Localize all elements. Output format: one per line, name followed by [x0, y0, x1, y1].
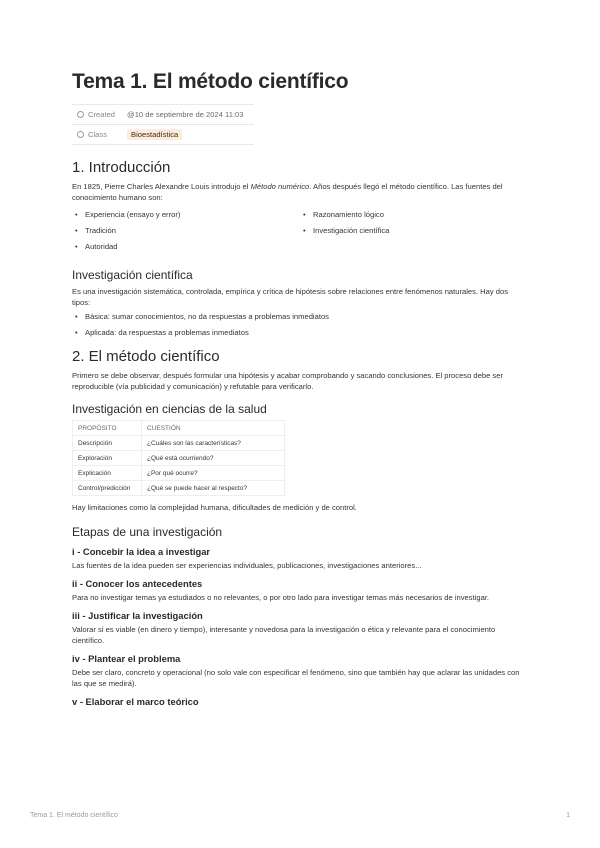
table-row	[73, 451, 285, 466]
step-text: Valorar si es viable (en dinero y tiempo), interesante y novedosa para la investigación o ética y relevante para el conocimiento científico.	[72, 625, 496, 645]
list-item: • Razonamiento lógico	[300, 210, 528, 220]
metodo-paragraph: Primero se debe observar, después formular una hipótesis y acabar comprobando y sacando conclusiones. El proceso debe ser reproducible (vía publicidad y comunicación) y refutable para verificarlo.	[72, 371, 503, 391]
created-value: @10 de septiembre de 2024 11:03	[127, 110, 244, 119]
step-title: iii - Justificar la investigación	[72, 610, 203, 621]
list-icon	[77, 131, 84, 138]
salud-paragraph: Hay limitaciones como la complejidad humana, dificultades de medición y de control.	[72, 503, 357, 512]
metodo-heading: 2. El método científico	[72, 348, 220, 365]
step-title: v - Elaborar el marco teórico	[72, 696, 199, 707]
sources-list-left	[72, 206, 300, 258]
step-title: iv - Plantear el problema	[72, 653, 181, 664]
etapas-heading: Etapas de una investigación	[72, 525, 223, 539]
page-number: 1	[566, 812, 570, 819]
step-text: Para no investigar temas ya estudiados o no relevantes, o por otro lado para investigar temas más necesarios de investigar.	[72, 593, 490, 602]
table-row	[73, 481, 285, 496]
intro-heading: 1. Introducción	[72, 159, 171, 176]
list-item: • Experiencia (ensayo y error)	[72, 210, 300, 220]
table-cell: Descripción	[73, 436, 142, 451]
property-class	[72, 125, 254, 145]
step-text: Debe ser claro, concreto y operacional (no solo vale con especificar el fenómeno, sino que también hay que aclarar las unidades con las que se medirá).	[72, 668, 520, 688]
table-cell: ¿Qué se puede hacer al respecto?	[142, 481, 285, 496]
step-title: i - Concebir la idea a investigar	[72, 546, 211, 557]
table-cell: Exploración	[73, 451, 142, 466]
property-created	[72, 105, 254, 125]
clock-icon	[77, 111, 84, 118]
sources-list	[72, 206, 528, 258]
step-text: Las fuentes de la idea pueden ser experiencias individuales, publicaciones, investigaciones anteriores...	[72, 561, 422, 570]
footer-title: Tema 1. El método científico	[30, 812, 118, 819]
purpose-table	[72, 420, 285, 496]
class-label: Class	[88, 130, 107, 139]
table-cell: Explicación	[73, 466, 142, 481]
properties-table	[72, 104, 254, 145]
document-page	[72, 70, 528, 710]
table-row	[73, 436, 285, 451]
list-item: • Investigación científica	[300, 226, 528, 236]
created-label: Created	[88, 110, 116, 119]
investigacion-heading: Investigación científica	[72, 268, 193, 282]
table-cell: ¿Por qué ocurre?	[142, 466, 285, 481]
investigacion-paragraph: Es una investigación sistemática, controlada, empírica y crítica de hipótesis sobre relaciones entre fenómenos naturales. Hay dos tipos:	[72, 287, 509, 307]
salud-heading: Investigación en ciencias de la salud	[72, 402, 267, 416]
types-list	[72, 312, 528, 338]
table-cell: ¿Cuáles son las características?	[142, 436, 285, 451]
table-header: PROPÓSITO	[73, 421, 142, 436]
class-tag[interactable]: Bioestadística	[127, 129, 182, 140]
list-item: • Tradición	[72, 226, 300, 236]
intro-paragraph: En 1825, Pierre Charles Alexandre Louis introdujo el Método numérico. Años después llegó el método científico. Las fuentes del conocimiento humano son:	[72, 182, 503, 202]
list-item: • Aplicada: da respuestas a problemas inmediatos	[72, 328, 528, 338]
table-cell: ¿Qué está ocurriendo?	[142, 451, 285, 466]
page-title: Tema 1. El método científico	[72, 70, 349, 93]
table-header-row	[73, 421, 285, 436]
table-header: CUESTIÓN	[142, 421, 285, 436]
sources-list-right	[300, 206, 528, 258]
step-title: ii - Conocer los antecedentes	[72, 578, 203, 589]
list-item: • Autoridad	[72, 242, 300, 252]
list-item: • Básica: sumar conocimientos, no da respuestas a problemas inmediatos	[72, 312, 528, 322]
table-row	[73, 466, 285, 481]
table-cell: Control/predicción	[73, 481, 142, 496]
